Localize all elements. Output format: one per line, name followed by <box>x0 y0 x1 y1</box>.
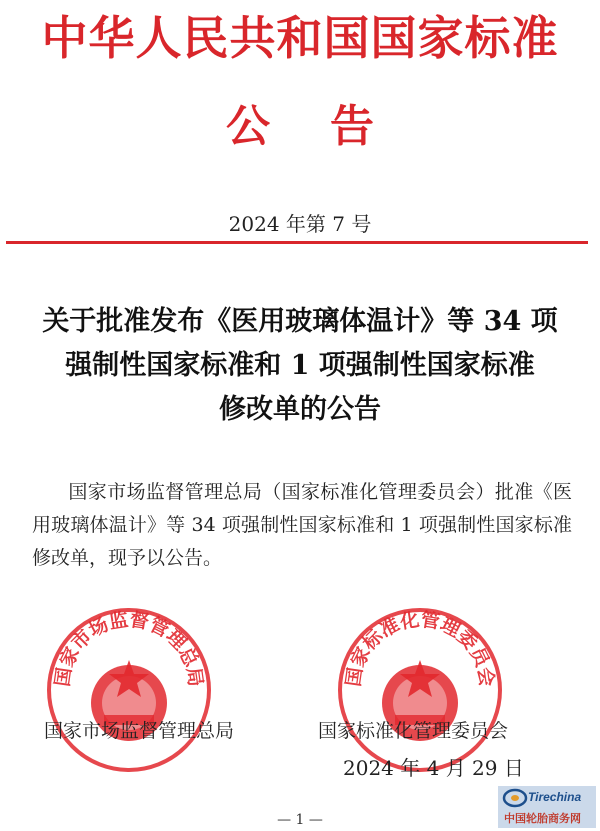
title-line-2: 强制性国家标准和 1 项强制性国家标准 <box>65 350 535 381</box>
watermark-brand: Tirechina <box>528 790 582 804</box>
doc-number: 2024 年第 7 号 <box>228 212 372 236</box>
page-number: — 1 — <box>277 812 323 828</box>
body-text: 国家市场监督管理总局（国家标准化管理委员会）批准《医用玻璃体温计》等 34 项强制性国家标准和 1 项强制性国家标准修改单，现予以公告。 <box>32 481 572 569</box>
notice-title <box>40 300 560 432</box>
seal-right-text: 国家标准化管理委员会 <box>342 608 498 688</box>
sac-seal <box>335 605 505 775</box>
samr-seal <box>44 605 214 775</box>
doc-type-text: 公告 <box>226 101 434 152</box>
site-watermark <box>498 786 596 828</box>
header-doc-type <box>0 90 600 154</box>
header-issuer: 中华人民共和国国家标准 <box>41 11 559 65</box>
title-line-1: 关于批准发布《医用玻璃体温计》等 34 项 <box>42 306 558 337</box>
title-line-3: 修改单的公告 <box>219 394 381 425</box>
red-divider <box>6 241 588 244</box>
tire-logo-icon <box>502 788 528 808</box>
signer-sac: 国家标准化管理委员会 <box>318 720 509 742</box>
issue-date: 2024 年 4 月 29 日 <box>343 756 524 780</box>
watermark-text: 中国轮胎商务网 <box>504 812 581 825</box>
body-paragraph <box>32 476 572 575</box>
seal-left-text: 国家市场监督管理总局 <box>51 608 207 688</box>
signer-samr: 国家市场监督管理总局 <box>44 720 235 742</box>
